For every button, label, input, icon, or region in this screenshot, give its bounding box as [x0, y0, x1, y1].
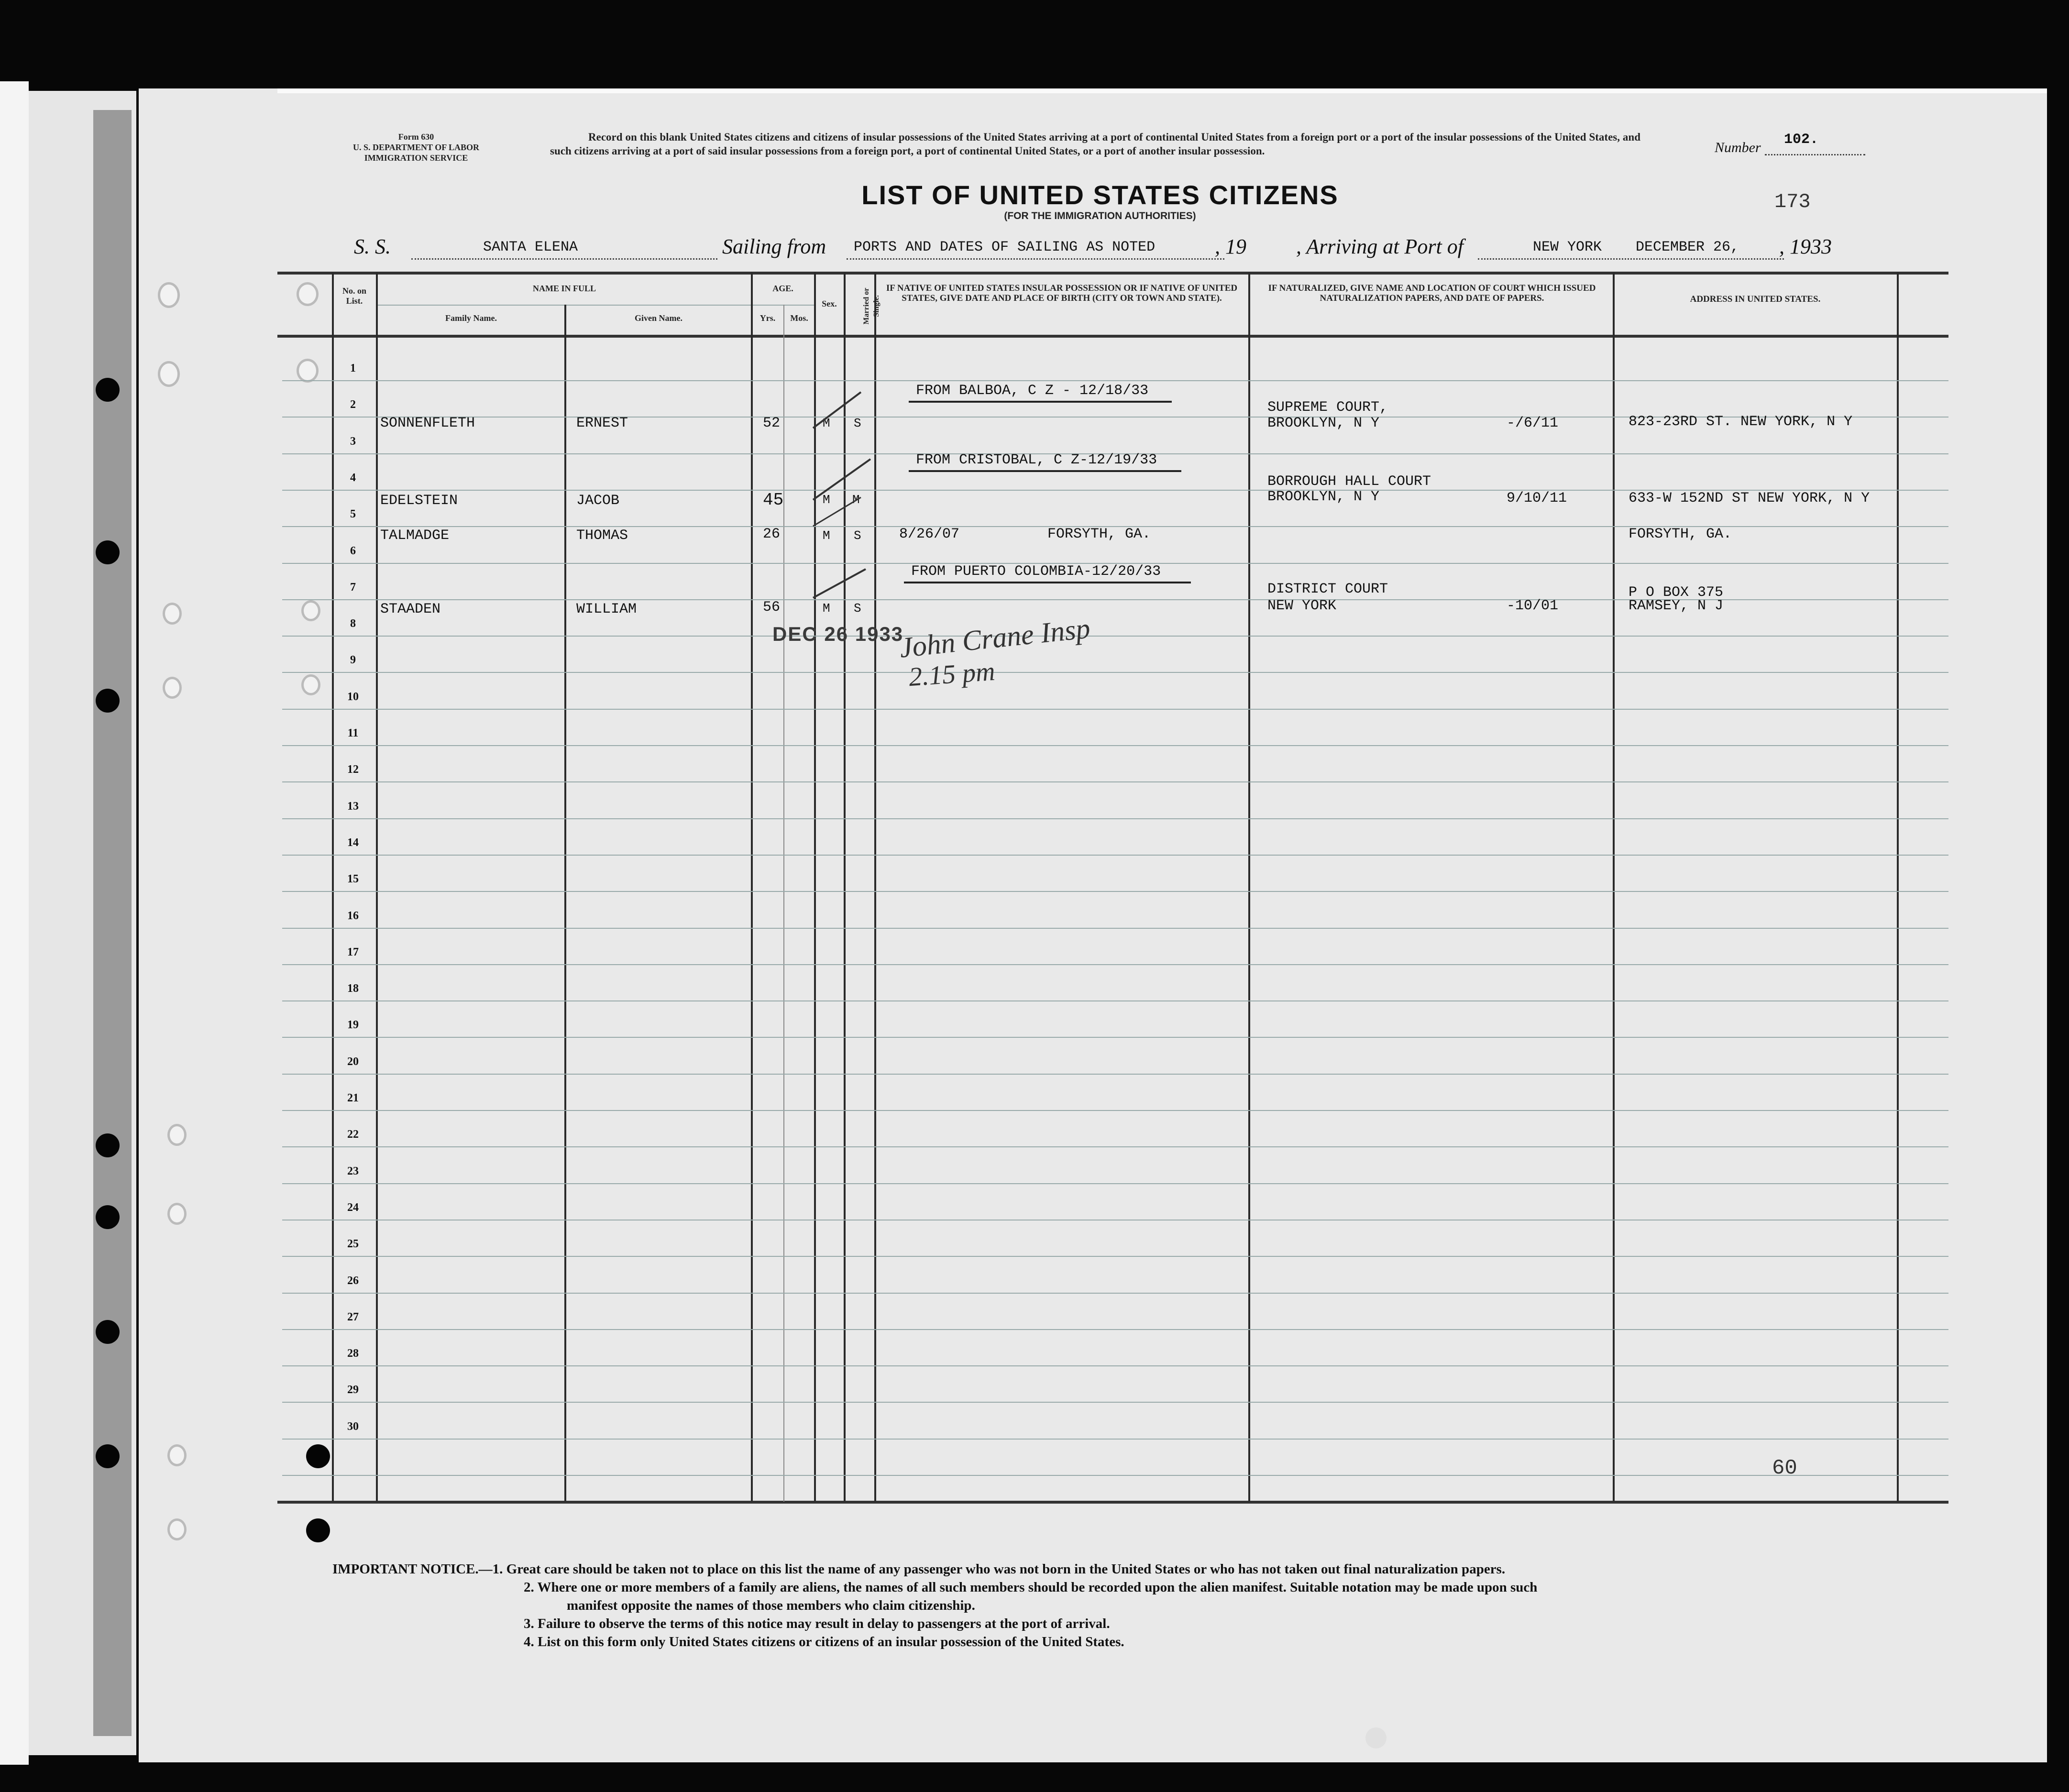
row-number: 8 [350, 617, 356, 630]
sex: M [823, 528, 830, 543]
row-rule [282, 818, 1948, 819]
row-rule [282, 1293, 1948, 1294]
row-number: 26 [347, 1275, 359, 1287]
arrival-date: DECEMBER 26, [1636, 239, 1739, 255]
form-number: Form 630 [398, 132, 434, 142]
binder-hole [96, 1205, 120, 1229]
ship-name: SANTA ELENA [483, 239, 578, 255]
arrival-port: NEW YORK [1533, 239, 1602, 255]
court-date: -/6/11 [1507, 415, 1559, 431]
binder-ring [167, 1518, 187, 1540]
birth-place: FORSYTH, GA. [1047, 526, 1151, 542]
binder-hole [96, 1444, 120, 1468]
number-label: Number [1715, 140, 1761, 155]
row-rule [282, 380, 1948, 381]
given-name: THOMAS [576, 528, 628, 544]
binder-hole [96, 1320, 120, 1344]
row-rule [282, 1475, 1948, 1476]
row-number: 29 [347, 1384, 359, 1396]
family-name: EDELSTEIN [380, 493, 458, 509]
row-number: 20 [347, 1055, 359, 1068]
sailing-note-puerto-colombia: FROM PUERTO COLOMBIA-12/20/33 [911, 563, 1161, 580]
row-number: 23 [347, 1165, 359, 1177]
arriving-label: , Arriving at Port of [1296, 235, 1464, 258]
birth-date: 8/26/07 [899, 526, 960, 542]
court-location: NEW YORK [1267, 598, 1337, 614]
given-name: WILLIAM [576, 601, 637, 617]
header-given-name: Given Name. [635, 313, 682, 323]
age-years: 52 [763, 415, 781, 431]
row-rule [282, 964, 1948, 965]
row-number: 28 [347, 1347, 359, 1360]
row-rule [282, 1329, 1948, 1330]
column-rule [1613, 273, 1615, 1502]
notice-heading: IMPORTANT NOTICE. [332, 1561, 479, 1577]
row-number: 19 [347, 1019, 359, 1031]
row-number: 24 [347, 1201, 359, 1214]
row-number: 30 [347, 1420, 359, 1433]
row-rule [282, 636, 1948, 637]
header-years: Yrs. [759, 313, 776, 323]
number-line [1765, 154, 1865, 155]
underline [904, 582, 1191, 583]
row-number: 1 [350, 362, 356, 374]
inspector-signature: John Crane Insp [898, 612, 1092, 664]
row-rule [282, 745, 1948, 746]
table-bottom-rule [277, 1501, 1948, 1504]
form-instructions: Record on this blank United States citizens and citizens of insular possessions of the United States arriving at a port of continental United States from a foreign port or a port of the insular possessions of the United States, and such citizens arriving at a port of said insular possessions from a foreign port, a port of continental United States, or a port of another insular possession. [550, 131, 1640, 157]
binder-ring [163, 603, 182, 625]
column-rule [332, 273, 334, 1502]
binder-strip [93, 110, 132, 1736]
row-number: 15 [347, 873, 359, 885]
family-name: TALMADGE [380, 528, 450, 544]
bottom-page-number: 60 [1772, 1456, 1797, 1480]
row-rule [282, 1402, 1948, 1403]
binder-ring [163, 677, 182, 699]
service-name: IMMIGRATION SERVICE [364, 153, 468, 163]
court-date: -10/01 [1507, 598, 1559, 614]
row-rule [282, 1110, 1948, 1111]
binder-hole [96, 540, 120, 564]
row-rule [282, 1074, 1948, 1075]
binder-ring [301, 674, 320, 695]
court-name: DISTRICT COURT [1267, 581, 1388, 597]
binder-ring [158, 361, 180, 387]
us-address-line2: RAMSEY, N J [1629, 598, 1724, 614]
family-name: STAADEN [380, 601, 441, 617]
binder-ring [167, 1203, 187, 1225]
us-address: 633-W 152ND ST NEW YORK, N Y [1629, 490, 1870, 506]
row-number: 14 [347, 836, 359, 849]
us-address: 823-23RD ST. NEW YORK, N Y [1629, 414, 1853, 430]
row-number: 9 [350, 654, 356, 666]
binder-hole [96, 1133, 120, 1157]
manifest-page [139, 88, 2047, 1762]
sex: M [823, 601, 830, 616]
check-mark [813, 497, 861, 526]
sailing-line [847, 258, 1224, 260]
row-number: 25 [347, 1238, 359, 1250]
list-number: 102. [1784, 132, 1819, 148]
age-header-rule [752, 305, 814, 306]
column-rule [564, 305, 566, 1502]
row-number: 2 [350, 398, 356, 411]
page-top-edge [277, 88, 2047, 93]
notice-item-2a: 2. Where one or more members of a family are aliens, the names of all such members should be recorded upon the alien manifest. Suitable notation may be made upon such [524, 1580, 1538, 1595]
header-address: ADDRESS IN UNITED STATES. [1690, 294, 1821, 304]
binder-ring [297, 282, 319, 306]
row-rule [282, 1183, 1948, 1184]
row-number: 4 [350, 472, 356, 484]
notice-item-1: —1. Great care should be taken not to place on this list the name of any passenger who was not born in the United States or who has not taken out final naturalization papers. [478, 1561, 1506, 1577]
check-mark [813, 459, 870, 500]
family-name: SONNENFLETH [380, 415, 475, 431]
header-sex: Sex. [822, 299, 837, 308]
notice-item-4: 4. List on this form only United States citizens or citizens of an insular possession of the United States. [524, 1634, 1124, 1649]
us-address: FORSYTH, GA. [1629, 526, 1732, 542]
row-rule [282, 1000, 1948, 1001]
court-name: BORROUGH HALL COURT [1267, 473, 1431, 490]
column-rule [376, 273, 378, 1502]
notice-item-3: 3. Failure to observe the terms of this notice may result in delay to passengers at the port of arrival. [524, 1616, 1110, 1631]
check-mark [813, 392, 861, 428]
row-number: 22 [347, 1128, 359, 1141]
marital-status: S [854, 601, 861, 616]
row-number: 17 [347, 946, 359, 958]
form-identifier [325, 132, 507, 163]
header-married-single: Married or Single. [862, 287, 880, 325]
row-number: 10 [347, 691, 359, 703]
name-header-rule [377, 305, 751, 306]
row-number: 18 [347, 982, 359, 995]
header-no-on-list: No. on List. [342, 286, 366, 306]
row-rule [282, 891, 1948, 892]
age-years: 26 [763, 526, 781, 542]
binder-ring [297, 359, 319, 383]
sailing-note-balboa: FROM BALBOA, C Z - 12/18/33 [916, 383, 1149, 399]
table-top-rule [277, 272, 1948, 275]
marital-status: S [854, 416, 861, 430]
inspection-time: 2.15 pm [908, 656, 996, 693]
row-rule [282, 1365, 1948, 1366]
binder-ring [167, 1444, 187, 1466]
marital-status: S [854, 528, 861, 543]
row-number: 13 [347, 800, 359, 813]
underline [909, 470, 1181, 472]
ship-line [411, 258, 717, 260]
sailing-ports: PORTS AND DATES OF SAILING AS NOTED [854, 239, 1156, 255]
binder-hole [1365, 1727, 1387, 1748]
header-bottom-rule [277, 335, 1948, 338]
header-months: Mos. [790, 313, 808, 323]
row-number: 21 [347, 1092, 359, 1104]
row-rule [282, 928, 1948, 929]
row-number: 12 [347, 763, 359, 776]
row-rule [282, 855, 1948, 856]
given-name: JACOB [576, 493, 620, 509]
form-title: LIST OF UNITED STATES CITIZENS [861, 180, 1339, 210]
row-rule [282, 672, 1948, 673]
court-location: BROOKLYN, N Y [1267, 415, 1380, 431]
binder-ring [167, 1124, 187, 1146]
form-subtitle: (FOR THE IMMIGRATION AUTHORITIES) [1004, 210, 1196, 221]
binder-hole [96, 689, 120, 713]
header-name-in-full: NAME IN FULL [532, 284, 596, 293]
binder-ring [158, 282, 180, 308]
court-name: SUPREME COURT, [1267, 399, 1388, 416]
sex: M [823, 493, 830, 507]
row-rule [282, 1146, 1948, 1147]
row-rule [282, 1439, 1948, 1440]
underline [909, 401, 1172, 403]
left-page-edge [0, 81, 29, 1765]
court-location: BROOKLYN, N Y [1267, 489, 1380, 505]
column-rule [1248, 273, 1250, 1502]
sailing-note-cristobal: FROM CRISTOBAL, C Z-12/19/33 [916, 452, 1157, 468]
row-number: 3 [350, 435, 356, 448]
ss-label: S. S. [354, 235, 391, 258]
binder-hole [306, 1444, 330, 1468]
row-number: 6 [350, 545, 356, 557]
row-number: 7 [350, 581, 356, 594]
check-marks [808, 383, 885, 622]
marital-status: M [852, 493, 860, 507]
arrival-year: , 1933 [1779, 235, 1832, 258]
date-stamp: DEC 26 1933 [772, 623, 904, 645]
notice-item-2b: manifest opposite the names of those members who claim citizenship. [567, 1598, 975, 1613]
row-number: 16 [347, 910, 359, 922]
sex: M [823, 416, 830, 430]
us-address-line1: P O BOX 375 [1629, 584, 1724, 601]
column-rule [783, 305, 784, 1502]
binder-hole [96, 378, 120, 402]
header-family-name: Family Name. [445, 313, 497, 323]
court-date: 9/10/11 [1507, 490, 1567, 506]
age-years: 45 [763, 490, 784, 510]
header-native-birth: IF NATIVE OF UNITED STATES INSULAR POSSESSION OR IF NATIVE OF UNITED STATES, GIVE DATE AND PLACE OF BIRTH (CITY OR TOWN AND STATE). [886, 283, 1238, 303]
header-naturalized: IF NATURALIZED, GIVE NAME AND LOCATION OF COURT WHICH ISSUED NATURALIZATION PAPERS, AND DATE OF PAPERS. [1268, 283, 1596, 303]
given-name: ERNEST [576, 415, 628, 431]
year-prefix: , 19 [1215, 235, 1246, 258]
column-rule [1897, 273, 1899, 1502]
row-rule [282, 709, 1948, 710]
check-mark [813, 569, 866, 598]
binder-hole [306, 1518, 330, 1542]
row-rule [282, 1037, 1948, 1038]
binder-ring [301, 600, 320, 621]
row-rule [282, 1256, 1948, 1257]
important-notice [332, 1560, 1935, 1651]
sailing-label: Sailing from [722, 235, 826, 258]
column-rule [751, 273, 753, 1502]
page-stamp-number: 173 [1774, 190, 1811, 213]
department-name: U. S. DEPARTMENT OF LABOR [352, 143, 480, 152]
age-years: 56 [763, 599, 781, 616]
row-number: 27 [347, 1311, 359, 1323]
row-rule [282, 781, 1948, 782]
port-line [1478, 258, 1784, 260]
row-number: 5 [350, 508, 356, 520]
header-age: AGE. [772, 284, 793, 293]
row-number: 11 [347, 727, 359, 739]
